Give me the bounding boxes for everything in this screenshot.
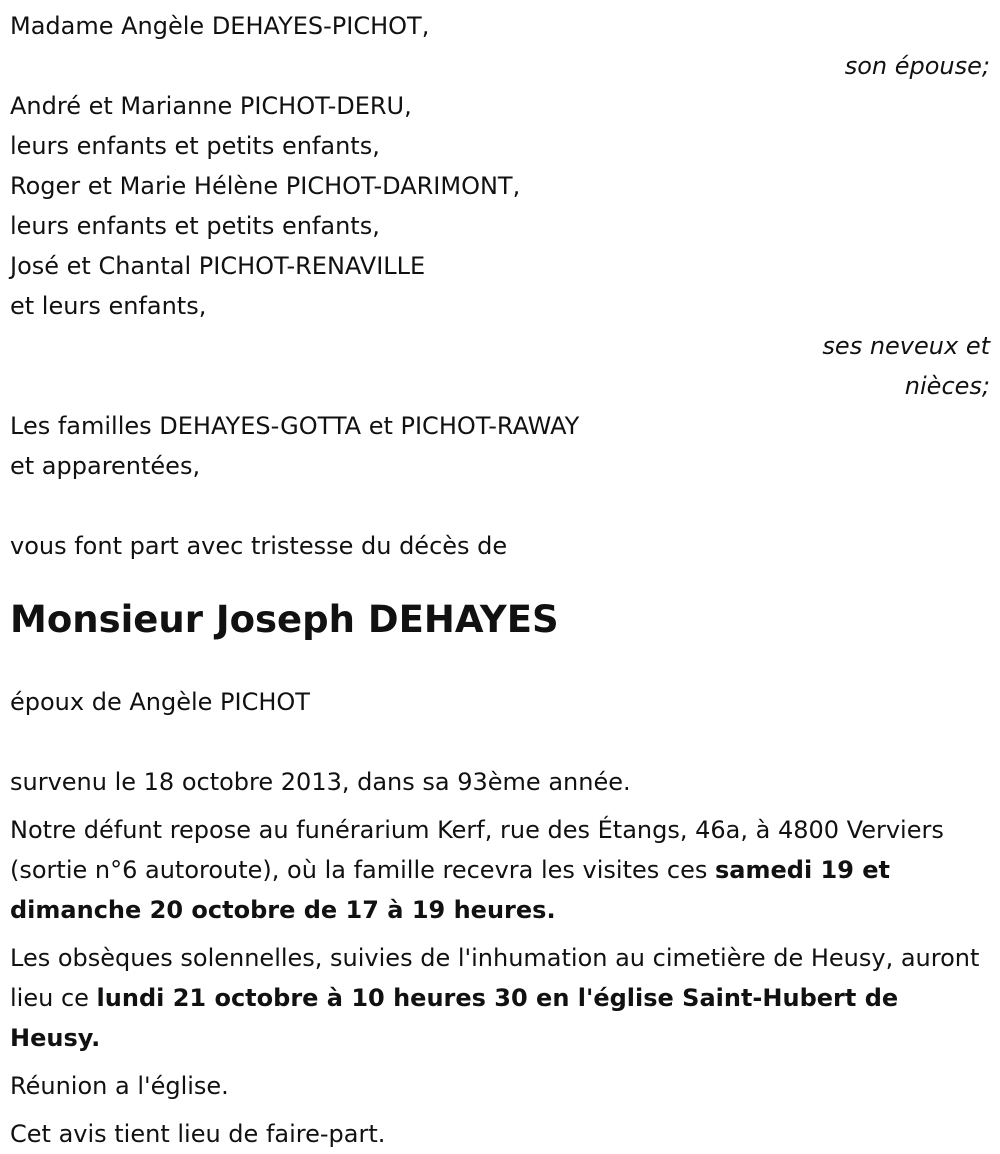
spouse-name: Madame Angèle DEHAYES-PICHOT,: [10, 12, 430, 40]
families-line-1: Les familles DEHAYES-GOTTA et PICHOT-RAWAY: [10, 412, 580, 440]
funeral-text: Les obsèques solennelles, suivies de l'inhumation au cimetière de Heusy, auront lieu ce: [10, 944, 980, 1012]
death-details: survenu le 18 octobre 2013, dans sa 93ème année.: [10, 768, 631, 796]
family-line: André et Marianne PICHOT-DERU,: [10, 92, 412, 120]
family-group: [10, 86, 990, 326]
families-line-2: et apparentées,: [10, 452, 201, 480]
family-line: et leurs enfants,: [10, 292, 207, 320]
visitation-times: samedi 19 et dimanche 20 octobre de 17 à 19 heures.: [10, 856, 891, 924]
family-line: Roger et Marie Hélène PICHOT-DARIMONT,: [10, 172, 521, 200]
family-line: José et Chantal PICHOT-RENAVILLE: [10, 252, 426, 280]
family-role-line-1: ses neveux et: [822, 332, 990, 360]
spouse-role: son épouse;: [844, 52, 990, 80]
family-role-line-2: nièces;: [904, 372, 990, 400]
deceased-name: Monsieur Joseph DEHAYES: [10, 598, 559, 641]
notice-note: Cet avis tient lieu de faire-part.: [10, 1120, 386, 1148]
family-line: leurs enfants et petits enfants,: [10, 132, 380, 160]
funeral-paragraph: [10, 938, 990, 1058]
visitation-text: Notre défunt repose au funérarium Kerf, rue des Étangs, 46a, à 4800 Verviers (sortie n°6 autoroute), où la famille recevra les visites ces: [10, 816, 944, 884]
announcement-intro: vous font part avec tristesse du décès de: [10, 532, 508, 560]
meeting-note: Réunion a l'église.: [10, 1072, 229, 1100]
family-line: leurs enfants et petits enfants,: [10, 212, 380, 240]
funeral-details: lundi 21 octobre à 10 heures 30 en l'église Saint-Hubert de Heusy.: [10, 984, 899, 1052]
relation: époux de Angèle PICHOT: [10, 688, 310, 716]
visitation-paragraph: [10, 810, 990, 930]
